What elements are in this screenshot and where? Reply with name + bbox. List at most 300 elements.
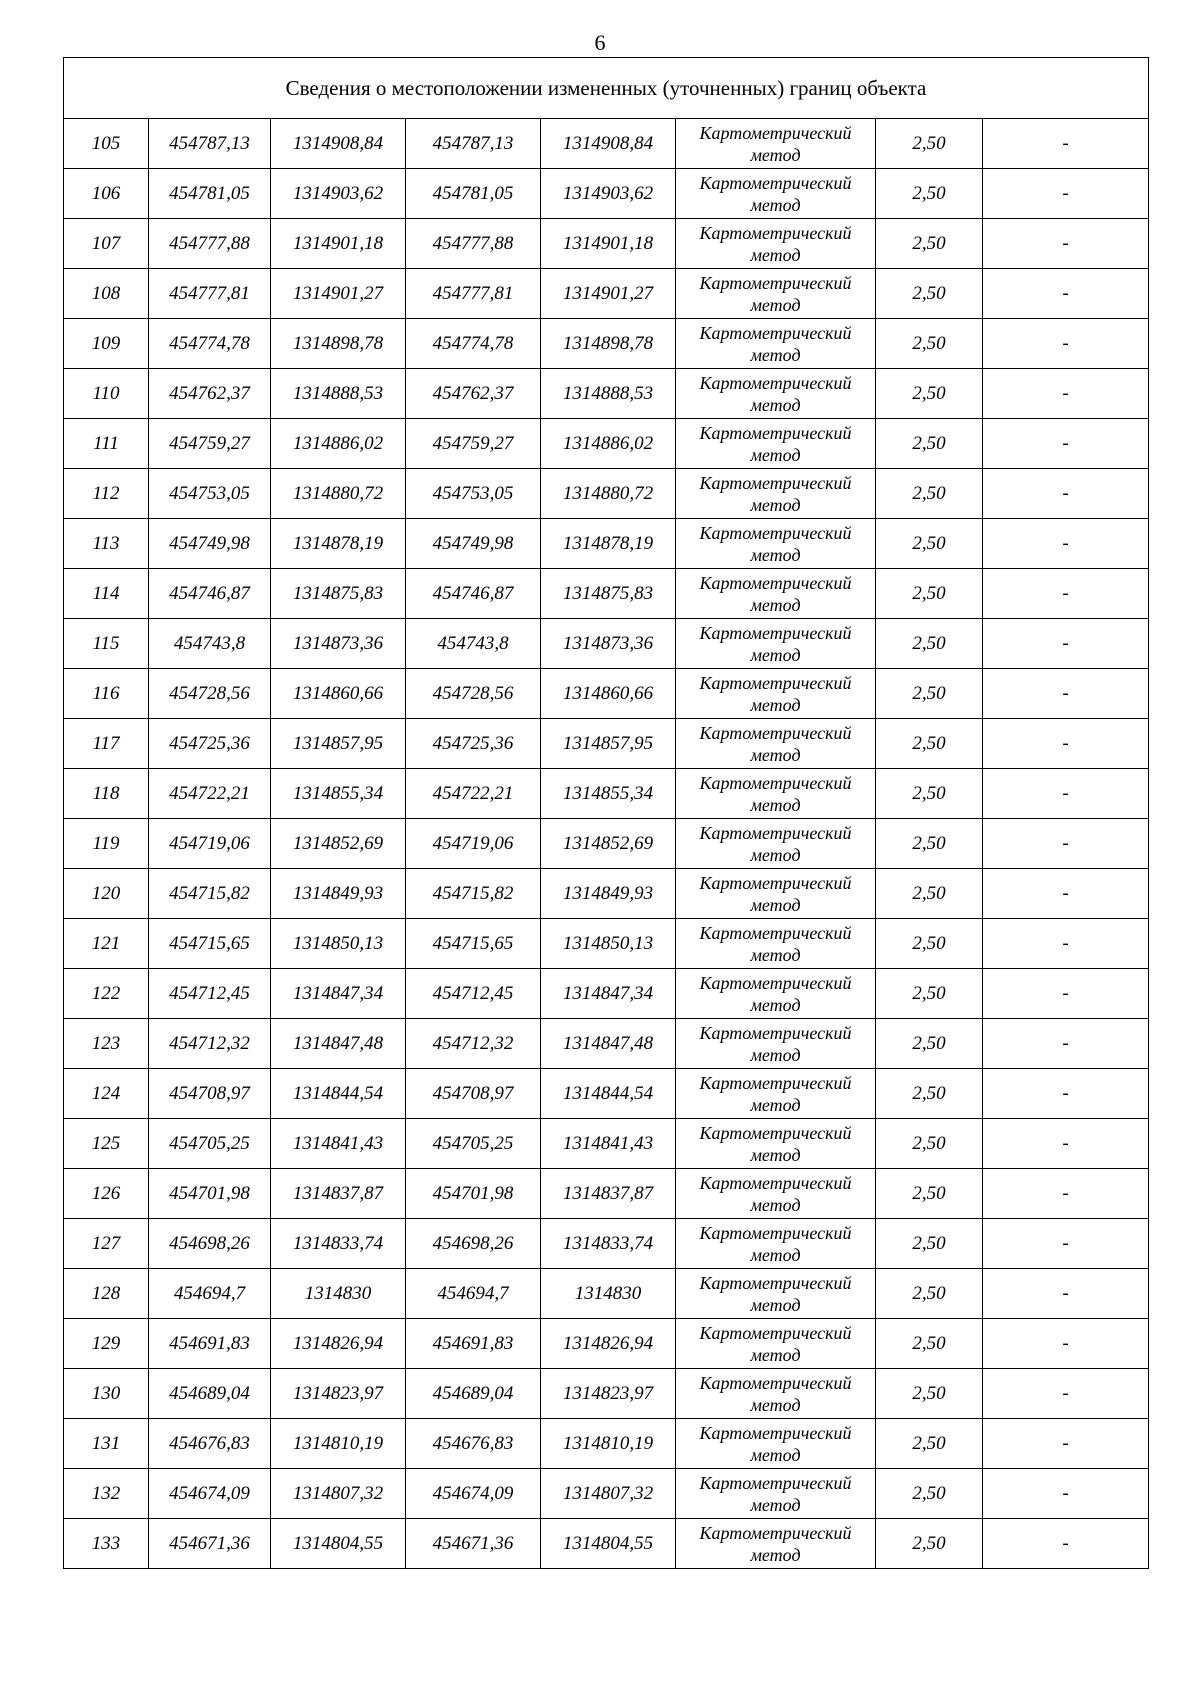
refined-y-cell: 1314847,34 xyxy=(541,969,676,1019)
point-number-cell: 108 xyxy=(64,269,149,319)
method-line-2: метод xyxy=(750,644,801,665)
accuracy-cell: 2,50 xyxy=(876,1319,983,1369)
refined-y-cell: 1314878,19 xyxy=(541,519,676,569)
existing-y-cell: 1314849,93 xyxy=(271,869,406,919)
method-line-1: Картометрический xyxy=(699,1272,852,1293)
method-cell xyxy=(676,1069,876,1119)
method-cell xyxy=(676,169,876,219)
existing-x-cell: 454759,27 xyxy=(149,419,271,469)
refined-y-cell: 1314826,94 xyxy=(541,1319,676,1369)
existing-y-cell: 1314901,18 xyxy=(271,219,406,269)
method-line-2: метод xyxy=(750,594,801,615)
refined-y-cell: 1314901,18 xyxy=(541,219,676,269)
refined-x-cell: 454781,05 xyxy=(406,169,541,219)
point-number-cell: 124 xyxy=(64,1069,149,1119)
refined-y-cell: 1314833,74 xyxy=(541,1219,676,1269)
existing-y-cell: 1314804,55 xyxy=(271,1519,406,1569)
accuracy-cell: 2,50 xyxy=(876,369,983,419)
method-line-2: метод xyxy=(750,944,801,965)
accuracy-cell: 2,50 xyxy=(876,569,983,619)
existing-x-cell: 454708,97 xyxy=(149,1069,271,1119)
point-number-cell: 133 xyxy=(64,1519,149,1569)
existing-x-cell: 454743,8 xyxy=(149,619,271,669)
accuracy-cell: 2,50 xyxy=(876,519,983,569)
existing-y-cell: 1314807,32 xyxy=(271,1469,406,1519)
method-line-2: метод xyxy=(750,1494,801,1515)
note-cell: - xyxy=(983,1219,1149,1269)
note-cell: - xyxy=(983,1019,1149,1069)
refined-y-cell: 1314847,48 xyxy=(541,1019,676,1069)
note-cell: - xyxy=(983,1269,1149,1319)
method-cell xyxy=(676,1369,876,1419)
point-number-cell: 123 xyxy=(64,1019,149,1069)
method-line-1: Картометрический xyxy=(699,622,852,643)
method-line-1: Картометрический xyxy=(699,1422,852,1443)
note-cell: - xyxy=(983,1519,1149,1569)
existing-y-cell: 1314847,34 xyxy=(271,969,406,1019)
refined-y-cell: 1314841,43 xyxy=(541,1119,676,1169)
refined-x-cell: 454787,13 xyxy=(406,119,541,169)
method-cell xyxy=(676,1319,876,1369)
existing-y-cell: 1314857,95 xyxy=(271,719,406,769)
point-number-cell: 130 xyxy=(64,1369,149,1419)
method-line-2: метод xyxy=(750,894,801,915)
accuracy-cell: 2,50 xyxy=(876,819,983,869)
point-number-cell: 120 xyxy=(64,869,149,919)
refined-y-cell: 1314901,27 xyxy=(541,269,676,319)
point-number-cell: 118 xyxy=(64,769,149,819)
refined-x-cell: 454753,05 xyxy=(406,469,541,519)
method-line-1: Картометрический xyxy=(699,372,852,393)
accuracy-cell: 2,50 xyxy=(876,1069,983,1119)
existing-y-cell: 1314873,36 xyxy=(271,619,406,669)
refined-y-cell: 1314908,84 xyxy=(541,119,676,169)
accuracy-cell: 2,50 xyxy=(876,219,983,269)
method-line-1: Картометрический xyxy=(699,1072,852,1093)
method-line-2: метод xyxy=(750,1094,801,1115)
table-row xyxy=(64,219,1149,269)
method-line-1: Картометрический xyxy=(699,322,852,343)
note-cell: - xyxy=(983,1169,1149,1219)
refined-x-cell: 454689,04 xyxy=(406,1369,541,1419)
method-line-2: метод xyxy=(750,194,801,215)
existing-x-cell: 454725,36 xyxy=(149,719,271,769)
existing-y-cell: 1314878,19 xyxy=(271,519,406,569)
method-line-1: Картометрический xyxy=(699,1122,852,1143)
point-number-cell: 129 xyxy=(64,1319,149,1369)
refined-x-cell: 454777,81 xyxy=(406,269,541,319)
refined-y-cell: 1314807,32 xyxy=(541,1469,676,1519)
table-body xyxy=(64,119,1149,1569)
method-cell xyxy=(676,269,876,319)
table-row xyxy=(64,319,1149,369)
method-line-2: метод xyxy=(750,844,801,865)
method-line-2: метод xyxy=(750,544,801,565)
note-cell: - xyxy=(983,1119,1149,1169)
note-cell: - xyxy=(983,269,1149,319)
point-number-cell: 121 xyxy=(64,919,149,969)
point-number-cell: 122 xyxy=(64,969,149,1019)
existing-y-cell: 1314852,69 xyxy=(271,819,406,869)
method-line-1: Картометрический xyxy=(699,1222,852,1243)
point-number-cell: 127 xyxy=(64,1219,149,1269)
method-line-1: Картометрический xyxy=(699,1522,852,1543)
accuracy-cell: 2,50 xyxy=(876,319,983,369)
accuracy-cell: 2,50 xyxy=(876,669,983,719)
method-line-1: Картометрический xyxy=(699,522,852,543)
existing-x-cell: 454746,87 xyxy=(149,569,271,619)
method-cell xyxy=(676,219,876,269)
method-line-1: Картометрический xyxy=(699,122,852,143)
table-row xyxy=(64,1119,1149,1169)
table-row xyxy=(64,1469,1149,1519)
existing-y-cell: 1314826,94 xyxy=(271,1319,406,1369)
method-cell xyxy=(676,719,876,769)
existing-x-cell: 454781,05 xyxy=(149,169,271,219)
table-row xyxy=(64,569,1149,619)
method-cell xyxy=(676,469,876,519)
note-cell: - xyxy=(983,1369,1149,1419)
method-cell xyxy=(676,569,876,619)
accuracy-cell: 2,50 xyxy=(876,169,983,219)
existing-y-cell: 1314833,74 xyxy=(271,1219,406,1269)
existing-x-cell: 454719,06 xyxy=(149,819,271,869)
existing-y-cell: 1314898,78 xyxy=(271,319,406,369)
method-cell xyxy=(676,969,876,1019)
method-line-1: Картометрический xyxy=(699,222,852,243)
method-line-2: метод xyxy=(750,344,801,365)
note-cell: - xyxy=(983,319,1149,369)
method-line-2: метод xyxy=(750,494,801,515)
table-row xyxy=(64,1319,1149,1369)
point-number-cell: 109 xyxy=(64,319,149,369)
method-cell xyxy=(676,1119,876,1169)
existing-y-cell: 1314850,13 xyxy=(271,919,406,969)
point-number-cell: 105 xyxy=(64,119,149,169)
method-cell xyxy=(676,619,876,669)
refined-y-cell: 1314823,97 xyxy=(541,1369,676,1419)
method-cell xyxy=(676,369,876,419)
refined-y-cell: 1314880,72 xyxy=(541,469,676,519)
method-line-2: метод xyxy=(750,1444,801,1465)
method-cell xyxy=(676,819,876,869)
refined-y-cell: 1314903,62 xyxy=(541,169,676,219)
table-row xyxy=(64,419,1149,469)
existing-x-cell: 454715,82 xyxy=(149,869,271,919)
method-cell xyxy=(676,1469,876,1519)
refined-y-cell: 1314888,53 xyxy=(541,369,676,419)
note-cell: - xyxy=(983,1469,1149,1519)
refined-y-cell: 1314857,95 xyxy=(541,719,676,769)
refined-x-cell: 454671,36 xyxy=(406,1519,541,1569)
existing-x-cell: 454676,83 xyxy=(149,1419,271,1469)
accuracy-cell: 2,50 xyxy=(876,1169,983,1219)
refined-x-cell: 454676,83 xyxy=(406,1419,541,1469)
note-cell: - xyxy=(983,1069,1149,1119)
method-line-2: метод xyxy=(750,1044,801,1065)
refined-x-cell: 454715,82 xyxy=(406,869,541,919)
refined-x-cell: 454777,88 xyxy=(406,219,541,269)
existing-y-cell: 1314855,34 xyxy=(271,769,406,819)
note-cell: - xyxy=(983,369,1149,419)
method-line-1: Картометрический xyxy=(699,1172,852,1193)
refined-x-cell: 454674,09 xyxy=(406,1469,541,1519)
existing-y-cell: 1314810,19 xyxy=(271,1419,406,1469)
note-cell: - xyxy=(983,469,1149,519)
method-line-2: метод xyxy=(750,794,801,815)
method-cell xyxy=(676,1269,876,1319)
existing-y-cell: 1314908,84 xyxy=(271,119,406,169)
refined-y-cell: 1314849,93 xyxy=(541,869,676,919)
method-line-2: метод xyxy=(750,444,801,465)
method-line-2: метод xyxy=(750,394,801,415)
existing-x-cell: 454728,56 xyxy=(149,669,271,719)
refined-y-cell: 1314810,19 xyxy=(541,1419,676,1469)
existing-y-cell: 1314847,48 xyxy=(271,1019,406,1069)
existing-y-cell: 1314886,02 xyxy=(271,419,406,469)
refined-y-cell: 1314873,36 xyxy=(541,619,676,669)
refined-x-cell: 454712,32 xyxy=(406,1019,541,1069)
point-number-cell: 111 xyxy=(64,419,149,469)
existing-x-cell: 454762,37 xyxy=(149,369,271,419)
note-cell: - xyxy=(983,519,1149,569)
existing-y-cell: 1314823,97 xyxy=(271,1369,406,1419)
accuracy-cell: 2,50 xyxy=(876,1019,983,1069)
method-line-2: метод xyxy=(750,994,801,1015)
accuracy-cell: 2,50 xyxy=(876,1119,983,1169)
method-line-1: Картометрический xyxy=(699,1322,852,1343)
note-cell: - xyxy=(983,419,1149,469)
table-row xyxy=(64,1169,1149,1219)
existing-x-cell: 454691,83 xyxy=(149,1319,271,1369)
table-row xyxy=(64,769,1149,819)
refined-x-cell: 454698,26 xyxy=(406,1219,541,1269)
point-number-cell: 119 xyxy=(64,819,149,869)
accuracy-cell: 2,50 xyxy=(876,1469,983,1519)
existing-y-cell: 1314903,62 xyxy=(271,169,406,219)
point-number-cell: 132 xyxy=(64,1469,149,1519)
table-row xyxy=(64,1369,1149,1419)
refined-y-cell: 1314860,66 xyxy=(541,669,676,719)
method-line-1: Картометрический xyxy=(699,1372,852,1393)
method-line-2: метод xyxy=(750,1144,801,1165)
table-row xyxy=(64,1069,1149,1119)
method-line-1: Картометрический xyxy=(699,272,852,293)
refined-x-cell: 454749,98 xyxy=(406,519,541,569)
accuracy-cell: 2,50 xyxy=(876,919,983,969)
existing-x-cell: 454722,21 xyxy=(149,769,271,819)
existing-y-cell: 1314888,53 xyxy=(271,369,406,419)
method-cell xyxy=(676,769,876,819)
existing-y-cell: 1314830 xyxy=(271,1269,406,1319)
point-number-cell: 106 xyxy=(64,169,149,219)
point-number-cell: 131 xyxy=(64,1419,149,1469)
accuracy-cell: 2,50 xyxy=(876,1269,983,1319)
refined-y-cell: 1314852,69 xyxy=(541,819,676,869)
refined-x-cell: 454715,65 xyxy=(406,919,541,969)
method-line-2: метод xyxy=(750,1344,801,1365)
method-cell xyxy=(676,1219,876,1269)
existing-x-cell: 454774,78 xyxy=(149,319,271,369)
point-number-cell: 113 xyxy=(64,519,149,569)
method-line-1: Картометрический xyxy=(699,572,852,593)
method-line-2: метод xyxy=(750,1244,801,1265)
table-row xyxy=(64,1519,1149,1569)
accuracy-cell: 2,50 xyxy=(876,469,983,519)
point-number-cell: 114 xyxy=(64,569,149,619)
method-cell xyxy=(676,869,876,919)
point-number-cell: 125 xyxy=(64,1119,149,1169)
table-title: Сведения о местоположении измененных (уточненных) границ объекта xyxy=(64,58,1149,119)
table-title-row xyxy=(64,58,1149,119)
note-cell: - xyxy=(983,119,1149,169)
accuracy-cell: 2,50 xyxy=(876,269,983,319)
accuracy-cell: 2,50 xyxy=(876,1219,983,1269)
refined-x-cell: 454719,06 xyxy=(406,819,541,869)
note-cell: - xyxy=(983,619,1149,669)
page-number: 6 xyxy=(594,30,606,55)
method-line-1: Картометрический xyxy=(699,722,852,743)
method-line-1: Картометрический xyxy=(699,922,852,943)
existing-x-cell: 454712,45 xyxy=(149,969,271,1019)
table-row xyxy=(64,919,1149,969)
accuracy-cell: 2,50 xyxy=(876,719,983,769)
refined-y-cell: 1314830 xyxy=(541,1269,676,1319)
table-row xyxy=(64,869,1149,919)
method-cell xyxy=(676,669,876,719)
point-number-cell: 116 xyxy=(64,669,149,719)
refined-x-cell: 454712,45 xyxy=(406,969,541,1019)
table-row xyxy=(64,1219,1149,1269)
accuracy-cell: 2,50 xyxy=(876,869,983,919)
method-line-1: Картометрический xyxy=(699,172,852,193)
note-cell: - xyxy=(983,969,1149,1019)
table-row xyxy=(64,119,1149,169)
table-row xyxy=(64,469,1149,519)
method-cell xyxy=(676,419,876,469)
note-cell: - xyxy=(983,219,1149,269)
refined-y-cell: 1314850,13 xyxy=(541,919,676,969)
refined-x-cell: 454701,98 xyxy=(406,1169,541,1219)
existing-x-cell: 454787,13 xyxy=(149,119,271,169)
method-line-1: Картометрический xyxy=(699,422,852,443)
existing-x-cell: 454671,36 xyxy=(149,1519,271,1569)
existing-x-cell: 454674,09 xyxy=(149,1469,271,1519)
accuracy-cell: 2,50 xyxy=(876,119,983,169)
table-row xyxy=(64,519,1149,569)
refined-y-cell: 1314844,54 xyxy=(541,1069,676,1119)
method-cell xyxy=(676,1419,876,1469)
accuracy-cell: 2,50 xyxy=(876,619,983,669)
method-cell xyxy=(676,1169,876,1219)
note-cell: - xyxy=(983,869,1149,919)
point-number-cell: 110 xyxy=(64,369,149,419)
refined-x-cell: 454725,36 xyxy=(406,719,541,769)
method-line-2: метод xyxy=(750,694,801,715)
method-line-1: Картометрический xyxy=(699,972,852,993)
existing-x-cell: 454689,04 xyxy=(149,1369,271,1419)
refined-x-cell: 454722,21 xyxy=(406,769,541,819)
existing-x-cell: 454712,32 xyxy=(149,1019,271,1069)
existing-x-cell: 454705,25 xyxy=(149,1119,271,1169)
refined-y-cell: 1314898,78 xyxy=(541,319,676,369)
method-line-2: метод xyxy=(750,744,801,765)
refined-y-cell: 1314837,87 xyxy=(541,1169,676,1219)
method-cell xyxy=(676,319,876,369)
table-row xyxy=(64,1019,1149,1069)
method-line-2: метод xyxy=(750,244,801,265)
table-row xyxy=(64,969,1149,1019)
method-line-1: Картометрический xyxy=(699,772,852,793)
table-row xyxy=(64,1269,1149,1319)
method-cell xyxy=(676,119,876,169)
point-number-cell: 115 xyxy=(64,619,149,669)
accuracy-cell: 2,50 xyxy=(876,969,983,1019)
method-cell xyxy=(676,519,876,569)
note-cell: - xyxy=(983,169,1149,219)
method-line-1: Картометрический xyxy=(699,672,852,693)
refined-x-cell: 454743,8 xyxy=(406,619,541,669)
existing-x-cell: 454694,7 xyxy=(149,1269,271,1319)
refined-x-cell: 454762,37 xyxy=(406,369,541,419)
point-number-cell: 112 xyxy=(64,469,149,519)
note-cell: - xyxy=(983,1419,1149,1469)
table-row xyxy=(64,269,1149,319)
refined-y-cell: 1314886,02 xyxy=(541,419,676,469)
refined-x-cell: 454705,25 xyxy=(406,1119,541,1169)
existing-y-cell: 1314844,54 xyxy=(271,1069,406,1119)
point-number-cell: 128 xyxy=(64,1269,149,1319)
existing-y-cell: 1314841,43 xyxy=(271,1119,406,1169)
point-number-cell: 126 xyxy=(64,1169,149,1219)
existing-x-cell: 454777,81 xyxy=(149,269,271,319)
existing-x-cell: 454749,98 xyxy=(149,519,271,569)
table-row xyxy=(64,169,1149,219)
refined-x-cell: 454728,56 xyxy=(406,669,541,719)
boundary-coordinates-table xyxy=(63,57,1149,1569)
refined-x-cell: 454694,7 xyxy=(406,1269,541,1319)
method-line-1: Картометрический xyxy=(699,1022,852,1043)
accuracy-cell: 2,50 xyxy=(876,1519,983,1569)
existing-y-cell: 1314860,66 xyxy=(271,669,406,719)
refined-x-cell: 454691,83 xyxy=(406,1319,541,1369)
point-number-cell: 117 xyxy=(64,719,149,769)
table-row xyxy=(64,1419,1149,1469)
table-row xyxy=(64,369,1149,419)
existing-y-cell: 1314880,72 xyxy=(271,469,406,519)
method-line-2: метод xyxy=(750,1194,801,1215)
refined-y-cell: 1314855,34 xyxy=(541,769,676,819)
method-line-2: метод xyxy=(750,294,801,315)
accuracy-cell: 2,50 xyxy=(876,1369,983,1419)
existing-x-cell: 454753,05 xyxy=(149,469,271,519)
accuracy-cell: 2,50 xyxy=(876,769,983,819)
method-cell xyxy=(676,1019,876,1069)
note-cell: - xyxy=(983,919,1149,969)
point-number-cell: 107 xyxy=(64,219,149,269)
method-line-1: Картометрический xyxy=(699,872,852,893)
refined-y-cell: 1314875,83 xyxy=(541,569,676,619)
refined-y-cell: 1314804,55 xyxy=(541,1519,676,1569)
refined-x-cell: 454708,97 xyxy=(406,1069,541,1119)
method-line-2: метод xyxy=(750,1544,801,1565)
method-line-1: Картометрический xyxy=(699,822,852,843)
note-cell: - xyxy=(983,1319,1149,1369)
accuracy-cell: 2,50 xyxy=(876,1419,983,1469)
method-line-1: Картометрический xyxy=(699,1472,852,1493)
table-row xyxy=(64,619,1149,669)
method-line-2: метод xyxy=(750,1294,801,1315)
